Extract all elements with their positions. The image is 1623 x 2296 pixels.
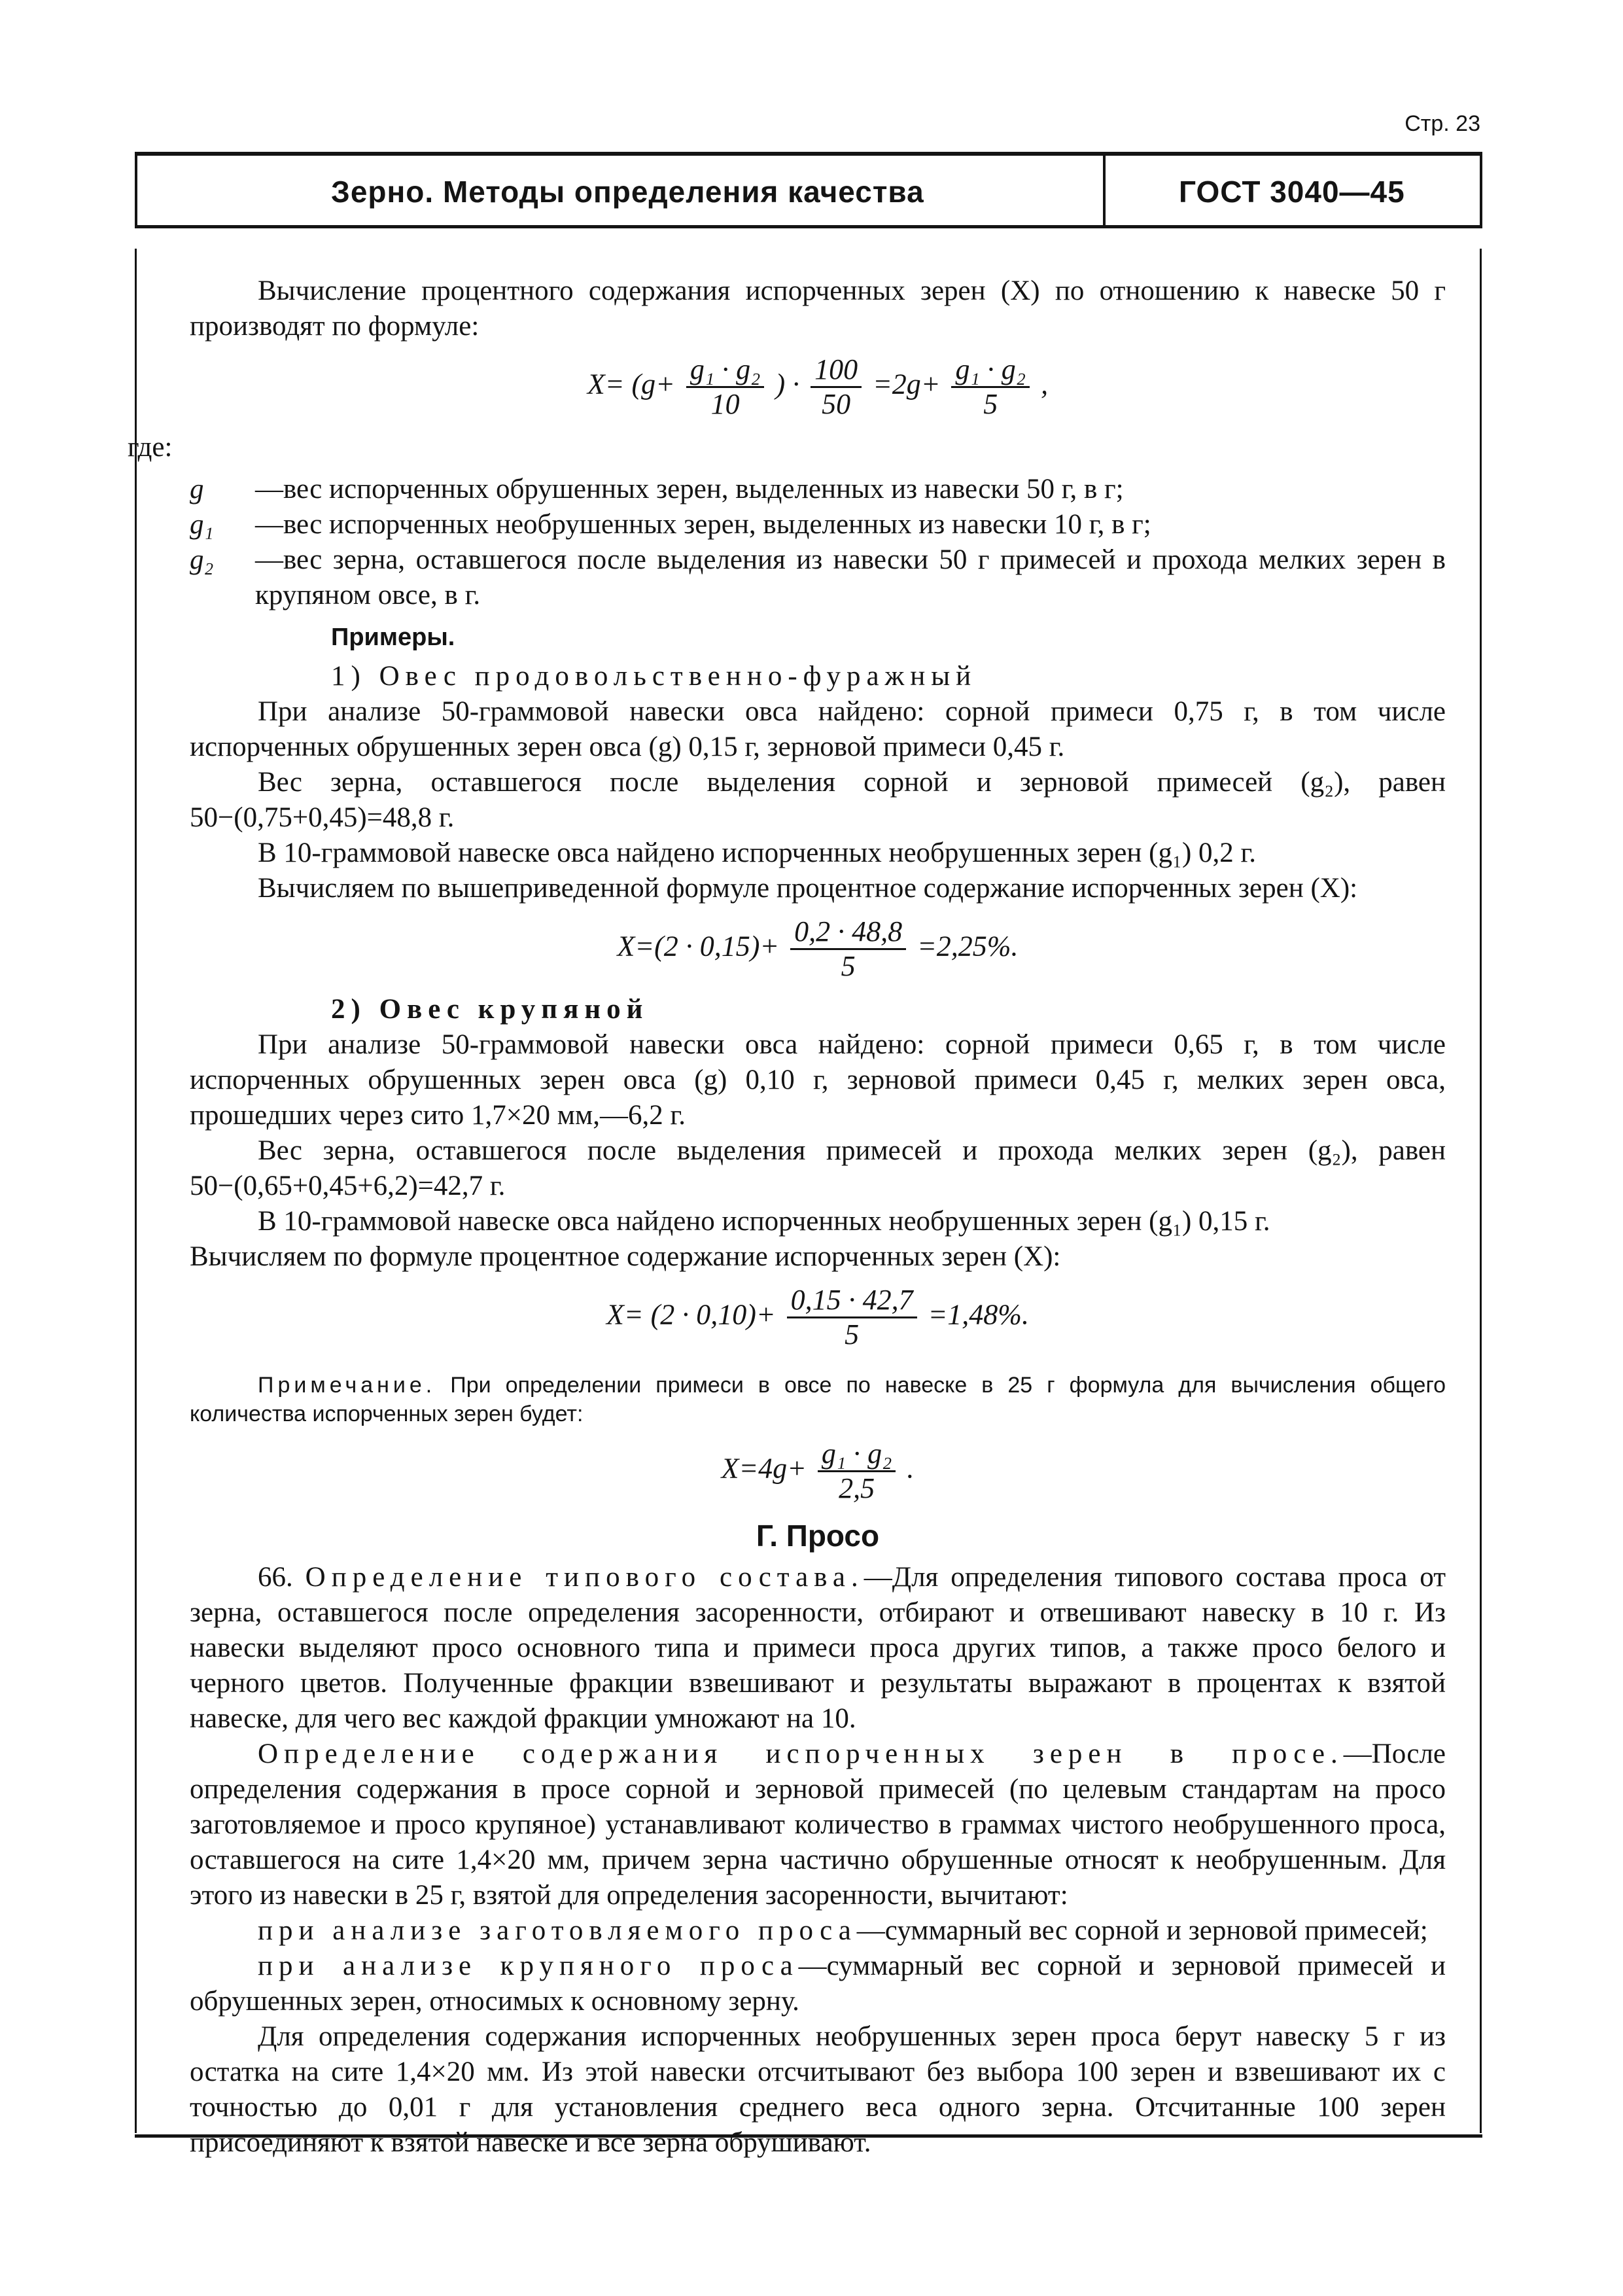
section-paragraph: Для определения содержания испорченных необрушенных зерен проса берут навеску 5 г из остатка на сите 1,4×20 мм. Из этой навески отсчитывают без выбора 100 зерен и взвешивают их с точностью до 0,01 г для установления среднего веса одного зерна. Отсчитанные 100 зерен присоединяют к взятой навеске и все зерна обрушивают.: [190, 2021, 1446, 2158]
section-paragraph: [190, 1913, 1446, 1949]
example-1-paragraph: При анализе 50-граммовой навески овса найдено: сорной примеси 0,75 г, в том числе испорченных обрушенных зерен овса (g) 0,15 г, зерновой примеси 0,45 г.: [190, 696, 1446, 762]
formula-main-mid: ) ·: [775, 368, 800, 400]
formula-note: [190, 1438, 1446, 1505]
definition-symbol: g₁: [190, 509, 214, 540]
examples-title: Примеры.: [331, 624, 455, 651]
section-paragraph: [190, 1949, 1446, 2019]
paragraph-lead: Определение типового состава.: [305, 1562, 864, 1593]
formula-fraction: [787, 1284, 917, 1351]
paragraph-number: 66.: [258, 1562, 293, 1593]
example-2-paragraph: В 10-граммовой навеске овса найдено испорченных необрушенных зерен (g₁) 0,15 г.: [258, 1206, 1270, 1237]
section-title: Г. Просо: [756, 1519, 880, 1553]
paragraph-text: —После определения содержания в просе сорной и зерновой примесей (по целевым стандартам на просо заготовляемое и просо крупяное) устанавливают количество в граммах чистого необрушенного проса, оставшегося на сите 1,4×20 мм, причем зерна частично обрушенные относят к необрушенным. Для этого из навески в 25 г, взятой для определения засоренности, вычитают:: [190, 1739, 1446, 1911]
example-2-paragraph: Вес зерна, оставшегося после выделения примесей и прохода мелких зерен (g₂), равен 50−(0,65+0,45+6,2)=42,7 г.: [190, 1135, 1446, 1201]
header-divider: [1103, 154, 1106, 228]
formula-main-fraction-2: [811, 353, 862, 421]
definition-item: [190, 507, 1446, 542]
page-left-border: [135, 249, 137, 2133]
formula-main-fraction-1: [686, 353, 765, 421]
formula-example-1: [190, 915, 1446, 983]
formula-example-2: [190, 1284, 1446, 1351]
header-right-border: [1480, 154, 1482, 228]
fraction-denominator: 5: [983, 388, 998, 420]
definition-item: [190, 472, 1446, 507]
example-1-paragraph: В 10-граммовой навеске овса найдено испорченных необрушенных зерен (g₁) 0,2 г.: [258, 838, 1257, 868]
definition-item: [190, 542, 1446, 613]
header-left-border: [135, 154, 137, 228]
fraction-denominator: 5: [845, 1318, 860, 1351]
paragraph-text: —суммарный вес сорной и зерновой примесей и обрушенных зерен, относимых к основному зерну.: [190, 1951, 1446, 2017]
example-1-heading: 1) Овес продовольственно-фуражный: [331, 661, 977, 692]
fraction-numerator: 100: [811, 353, 862, 388]
paragraph-text: —суммарный вес сорной и зерновой примесей;: [856, 1915, 1428, 1946]
example-2-paragraph: Вычисляем по формуле процентное содержание испорченных зерен (X):: [190, 1241, 1061, 1272]
note-paragraph: [190, 1371, 1446, 1428]
formula-lhs: X=4g+: [721, 1452, 807, 1485]
fraction-denominator: 2,5: [839, 1472, 875, 1504]
definitions-list: [190, 472, 1446, 613]
example-2-heading: 2) Овес крупяной: [331, 994, 649, 1025]
header-title: Зерно. Методы определения качества: [331, 175, 924, 209]
fraction-numerator: 0,2 · 48,8: [790, 915, 906, 950]
formula-rhs: =2,25%.: [917, 930, 1019, 963]
header-bottom-rule: [135, 225, 1482, 228]
definition-text: —вес испорченных необрушенных зерен, выделенных из навески 10 г, в г;: [255, 509, 1151, 540]
note-lead: Примечание.: [258, 1373, 436, 1398]
paragraph-lead: Определение содержания испорченных зерен в просе.: [258, 1739, 1344, 1769]
fraction-denominator: 10: [710, 388, 740, 420]
formula-rhs: =1,48%.: [928, 1298, 1029, 1331]
note-text: При определении примеси в овсе по навеске в 25 г формула для вычисления общего количества испорченных зерен будет:: [190, 1373, 1446, 1426]
definition-text: —вес испорченных обрушенных зерен, выделенных из навески 50 г, в г;: [255, 474, 1124, 504]
fraction-numerator: g₁ · g₂: [951, 353, 1030, 388]
page-right-border: [1480, 249, 1482, 2133]
formula-fraction: [818, 1438, 896, 1505]
example-2-paragraph: При анализе 50-граммовой навески овса найдено: сорной примеси 0,65 г, в том числе испорченных обрушенных зерен овса (g) 0,10 г, зерновой примеси 0,45 г, мелких зерен овса, прошедших через сито 1,7×20 мм,—6,2 г.: [190, 1029, 1446, 1131]
section-paragraph: [190, 1737, 1446, 1913]
definition-symbol: g: [190, 474, 204, 504]
fraction-numerator: g₁ · g₂: [686, 353, 765, 388]
fraction-numerator: 0,15 · 42,7: [787, 1284, 917, 1318]
definition-symbol: g₂: [190, 544, 214, 575]
page-number: Стр. 23: [1405, 111, 1480, 136]
example-1-paragraph: Вес зерна, оставшегося после выделения сорной и зерновой примесей (g₂), равен 50−(0,75+0,45)=48,8 г.: [190, 767, 1446, 833]
fraction-numerator: g₁ · g₂: [818, 1438, 896, 1472]
formula-lhs: X=(2 · 0,15)+: [617, 930, 780, 963]
example-1-paragraph: Вычисляем по вышеприведенной формуле процентное содержание испорченных зерен (X):: [258, 873, 1358, 904]
formula-fraction: [790, 915, 906, 983]
header-standard: ГОСТ 3040—45: [1179, 175, 1405, 209]
fraction-denominator: 5: [841, 950, 856, 982]
formula-main-fraction-3: [951, 353, 1030, 421]
intro-paragraph: Вычисление процентного содержания испорченных зерен (X) по отношению к навеске 50 г производят по формуле:: [190, 275, 1446, 342]
formula-main: [190, 353, 1446, 421]
paragraph-lead: при анализе заготовляемого проса: [258, 1915, 857, 1946]
definition-text: —вес зерна, оставшегося после выделения из навески 50 г примесей и прохода мелких зерен в крупяном овсе, в г.: [255, 544, 1446, 610]
page-body: [128, 274, 1446, 2161]
formula-main-eq: =2g+: [873, 368, 941, 400]
formula-main-end: ,: [1041, 368, 1049, 400]
paragraph-text: —Для определения типового состава проса от зерна, оставшегося после определения засоренности, отбирают и отвешивают навеску в 10 г. Из навески выделяют просо основного типа и примеси проса других типов, а также просо белого и черного цветов. Полученные фракции взвешивают и результаты выражают в процентах к взятой навеске, для чего вес каждой фракции умножают на 10.: [190, 1562, 1446, 1734]
where-label: где:: [128, 432, 173, 463]
formula-rhs: .: [907, 1452, 915, 1485]
fraction-denominator: 50: [822, 388, 851, 420]
formula-lhs: X= (2 · 0,10)+: [606, 1298, 776, 1331]
paragraph-lead: при анализе крупяного проса: [258, 1951, 799, 1981]
formula-main-lhs: X= (g+: [587, 368, 675, 400]
top-rule: [135, 152, 1482, 156]
section-paragraph-66: [190, 1560, 1446, 1737]
